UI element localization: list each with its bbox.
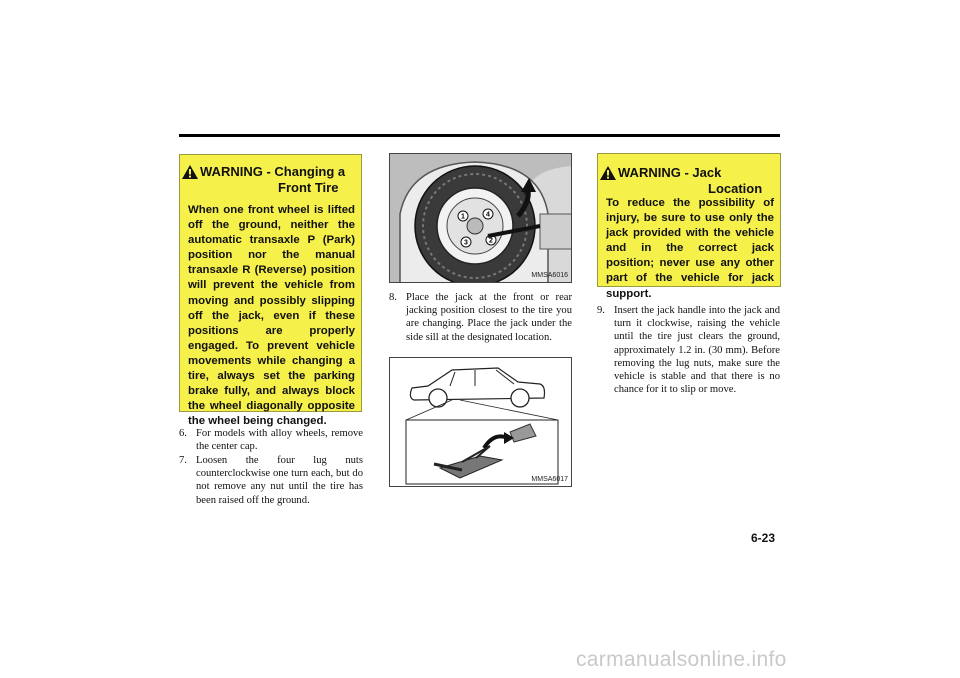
warning-changing-front-tire <box>179 154 362 428</box>
lug-nut-figure <box>389 153 572 283</box>
step-number: 7. <box>179 455 187 466</box>
step-9 <box>597 304 780 396</box>
step-number: 9. <box>597 305 605 316</box>
warning-body: To reduce the possibility of injury, be sure to use only the jack provided with the vehicle and in the correct jack position; never use any other part of the vehicle for jack support. <box>606 197 774 300</box>
warning-title-line2: Front Tire <box>278 180 339 195</box>
step-number: 8. <box>389 292 397 303</box>
warning-title <box>200 164 360 198</box>
page-number: 6-23 <box>751 531 776 545</box>
warning-triangle-icon <box>600 166 616 180</box>
warning-triangle-icon <box>182 165 198 179</box>
warning-title-line2: Location <box>708 181 763 196</box>
step-text: Insert the jack handle into the jack and turn it clockwise, raising the vehicle until the tire just clears the ground, approximately 1.2 in. (30 mm). Before removing the lug nuts, make sure the vehicle is stable and that there is no chance for it to slip or move. <box>614 305 780 396</box>
figure-code: MMSA6016 <box>531 272 568 279</box>
header-rule <box>179 134 780 137</box>
wheel-illustration <box>390 154 572 283</box>
step-text: For models with alloy wheels, remove the center cap. <box>196 428 363 453</box>
step-text: Place the jack at the front or rear jacking position closest to the tire you are changing. Place the jack under the side sill at the designated location. <box>406 292 572 343</box>
jack-illustration <box>390 358 572 487</box>
warning-body: When one front wheel is lifted off the ground, neither the automatic transaxle P (Park) position nor the manual transaxle R (Reverse) position will prevent the vehicle from moving and possibly slipping off the jack, even if these positions are properly engaged. To prevent vehicle movements while changing a tire, always set the parking brake fully, and always block the wheel diagonally opposite the wheel being changed. <box>188 204 355 428</box>
step-text: Loosen the four lug nuts counterclockwise one turn each, but do not remove any nut until the tire has been raised off the ground. <box>196 455 363 506</box>
jack-position-figure <box>389 357 572 487</box>
figure-code: MMSA6017 <box>531 476 568 483</box>
warning-title-line1: WARNING - Jack <box>618 165 722 180</box>
warning-jack-location <box>597 153 781 300</box>
step-number: 6. <box>179 428 187 439</box>
lug-nut-label: 2 <box>489 237 493 245</box>
lug-nut-label: 1 <box>461 213 465 221</box>
watermark: carmanualsonline.info <box>576 648 787 671</box>
warning-title-line1: WARNING - Changing a <box>200 164 346 179</box>
step-7 <box>179 454 363 507</box>
step-6 <box>179 427 363 453</box>
warning-title <box>618 165 778 199</box>
lug-nut-label: 4 <box>486 211 490 219</box>
step-8 <box>389 291 572 344</box>
lug-nut-label: 3 <box>464 239 468 247</box>
